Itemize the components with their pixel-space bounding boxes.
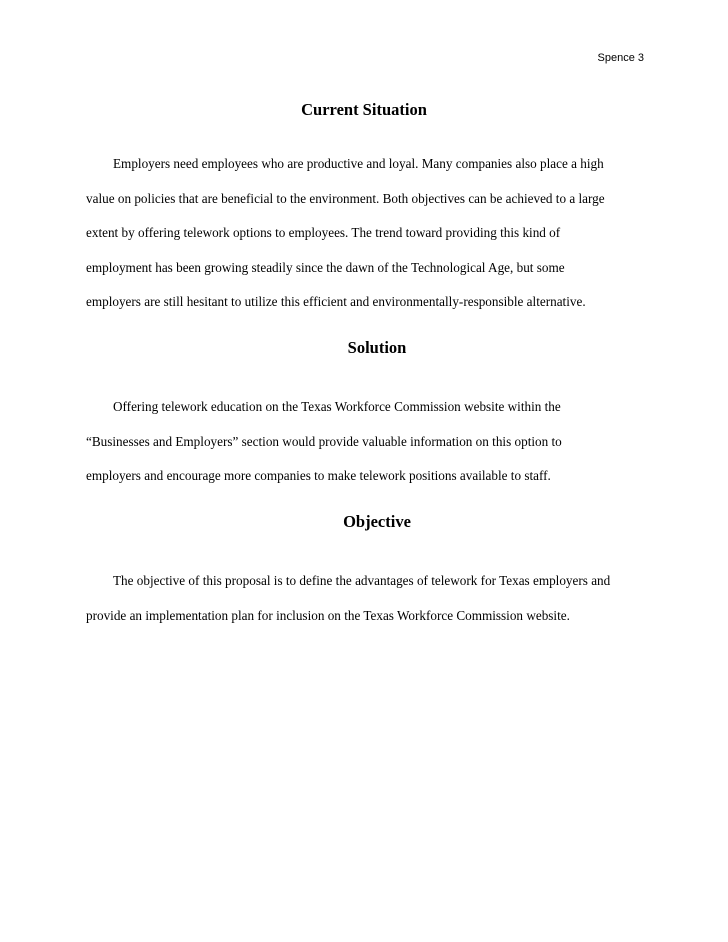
running-head: Spence 3 [597, 52, 644, 64]
section-heading-objective: Objective [343, 512, 411, 531]
paragraph-line: provide an implementation plan for inclusion on the Texas Workforce Commission website. [86, 607, 570, 623]
paragraph-line: “Businesses and Employers” section would provide valuable information on this option to [86, 433, 562, 449]
paragraph-current-situation [86, 147, 656, 320]
paragraph-line: employers and encourage more companies to make telework positions available to staff. [86, 468, 551, 483]
paragraph-line: value on policies that are beneficial to the environment. Both objectives can be achieved to a large [86, 190, 605, 206]
section-heading-current-situation: Current Situation [301, 100, 427, 119]
paragraph-line: Employers need employees who are productive and loyal. Many companies also place a high [113, 156, 604, 171]
paragraph-line: The objective of this proposal is to define the advantages of telework for Texas employers and [113, 573, 611, 588]
paragraph-line: employment has been growing steadily since the dawn of the Technological Age, but some [86, 259, 565, 275]
paragraph-objective [86, 564, 656, 633]
paragraph-solution [86, 390, 656, 494]
paragraph-line: employers are still hesitant to utilize this efficient and environmentally-responsible alternative. [86, 294, 586, 309]
section-heading-solution: Solution [347, 338, 407, 357]
paragraph-line: extent by offering telework options to employees. The trend toward providing this kind of [86, 225, 561, 240]
paragraph-line: Offering telework education on the Texas Workforce Commission website within the [113, 399, 561, 414]
